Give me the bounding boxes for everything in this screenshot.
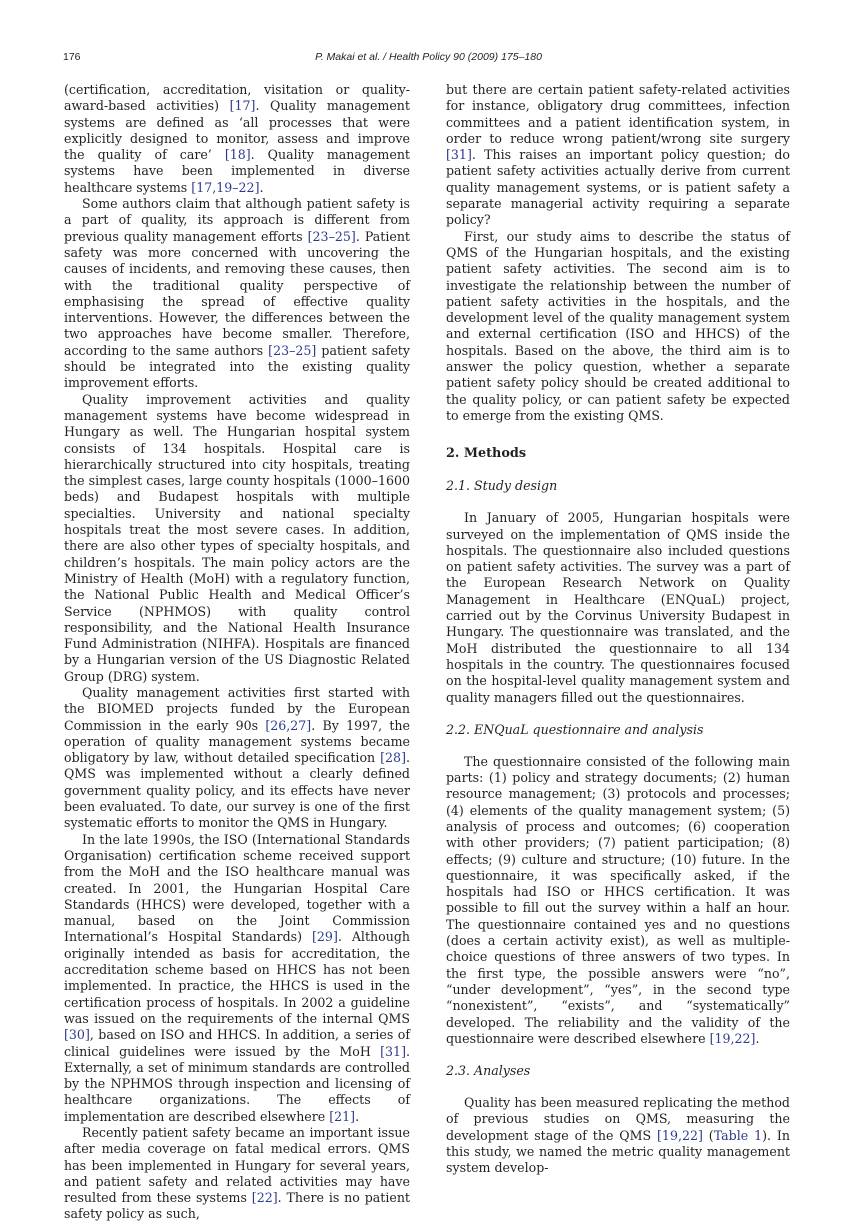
- citation-link[interactable]: [19,22]: [709, 1030, 756, 1046]
- text: . Externally, a set of minimum standards are controlled by the NPHMOS through inspection and licensing of healthcare organizations. The effects of implementation are described elsewhere: [64, 1043, 410, 1124]
- citation-link[interactable]: [23–25]: [268, 342, 317, 358]
- text: . Quality management systems are defined as ‘all processes that were explicitly designed to monitor, assess and improve the quality of care’: [64, 98, 410, 163]
- citation-link[interactable]: [29]: [312, 929, 338, 945]
- citation-link[interactable]: [22]: [251, 1190, 278, 1206]
- journal-citation: P. Makai et al. / Health Policy 90 (2009) 175–180: [315, 51, 542, 63]
- text: In the late 1990s, the ISO (International Standards Organisation) certification scheme received support from the MoH and the ISO healthcare manual was created. In 2001, the Hungarian Hospital Care Standards (HHCS) were developed, together with a manual, based on the Joint Commission International’s Hospital Standards): [64, 831, 410, 945]
- citation-link[interactable]: [23–25]: [307, 228, 356, 244]
- paragraph: [64, 1125, 410, 1223]
- text: but there are certain patient safety-related activities for instance, obligatory drug committees, infection committees and a patient identification system, in order to reduce wrong patient/wrong site surgery: [446, 82, 790, 146]
- text: (: [702, 1127, 714, 1143]
- citation-link[interactable]: [30]: [64, 1027, 90, 1043]
- text: The questionnaire consisted of the following main parts: (1) policy and strategy documents; (2) human resource management; (3) protocols and processes; (4) elements of the quality management system; (5) analysis of process and outcomes; (6) cooperation with other providers; (7) patient participation; (8) effects; (9) culture and structure; (10) future. In the questionnaire, it was specifically asked, if the hospitals had ISO or HHCS certification. It was possible to fill out the survey within a half an hour. The questionnaire contained yes and no questions (does a certain activity exist), as well as multiple-choice questions of three answers of two types. In the first type, the possible answers were “no”, “under development”, “yes”, in the second type “nonexistent”, “exists”, and “systematically” developed. The reliability and the validity of the questionnaire were described elsewhere: [446, 753, 790, 1046]
- subsection-heading-questionnaire: 2.2. ENQuaL questionnaire and analysis: [446, 721, 704, 737]
- paragraph: [446, 510, 790, 706]
- page-number: 176: [63, 51, 81, 63]
- text: In January of 2005, Hungarian hospitals were surveyed on the implementation of QMS inside the hospitals. The questionnaire also included questions on patient safety activities. The survey was a part of the European Research Network on Quality Management in Healthcare (ENQuaL) project, carried out by the Corvinus University Budapest in Hungary. The questionnaire was translated, and the MoH distributed the questionnaire to all 134 hospitals in the country. The questionnaires focused on the hospital-level quality management system and quality managers filled out the questionnaires.: [446, 510, 790, 705]
- subsection-heading-study-design: 2.1. Study design: [446, 478, 558, 494]
- text: . QMS was implemented without a clearly defined government quality policy, and its effects have never been evaluated. To date, our survey is one of the first systematic efforts to monitor the QMS in Hungary.: [64, 750, 410, 831]
- text: .: [259, 179, 264, 195]
- paragraph: [64, 685, 410, 832]
- paragraph: [64, 82, 410, 196]
- citation-link[interactable]: [17,19–22]: [191, 179, 260, 195]
- citation-link[interactable]: [17]: [229, 98, 256, 114]
- citation-link[interactable]: [19,22]: [657, 1127, 703, 1143]
- text: , based on ISO and HHCS. In addition, a series of clinical guidelines were issued by the MoH: [64, 1027, 410, 1059]
- citation-link[interactable]: [26,27]: [265, 717, 312, 733]
- paragraph: [446, 754, 790, 1047]
- citation-link[interactable]: [28]: [380, 750, 406, 766]
- text: . Quality management systems have been implemented in diverse healthcare systems: [64, 147, 410, 195]
- text: First, our study aims to describe the status of QMS of the Hungarian hospitals, and the existing patient safety activities. The second aim is to investigate the relationship between the number of patient safety activities in the hospitals, and the development level of the quality management system and external certification (ISO and HHCS) of the hospitals. Based on the above, the third aim is to answer the policy question, whether a separate patient safety policy should be created additional to the quality policy, or can patient safety be expected to emerge from the existing QMS.: [446, 228, 790, 423]
- text: ). In this study, we named the metric quality management system develop-: [446, 1127, 790, 1176]
- text: .: [355, 1108, 360, 1124]
- text: Quality has been measured replicating the method of previous studies on QMS, measuring the development stage of the QMS: [446, 1095, 790, 1143]
- paragraph: [446, 1095, 790, 1176]
- citation-link[interactable]: [18]: [224, 147, 251, 163]
- text: . This raises an important policy question; do patient safety activities actually derive from current quality management systems, or is patient safety a separate managerial activity requiring a separate policy?: [446, 147, 790, 228]
- text: Recently patient safety became an important issue after media coverage on fatal medical errors. QMS has been implemented in Hungary for several years, and patient safety and related activities may have resulted from these systems: [64, 1125, 410, 1206]
- citation-link[interactable]: [31]: [380, 1043, 406, 1059]
- paragraph: [64, 392, 410, 685]
- text: . By 1997, the operation of quality management systems became obligatory by law, without detailed specification: [64, 717, 410, 766]
- right-column: [446, 82, 790, 1177]
- text: Quality improvement activities and quality management systems have become widespread in Hungary as well. The Hungarian hospital system consists of 134 hospitals. Hospital care is hierarchically structured into city hospitals, treating the simplest cases, large county hospitals (1000–1600 beds) and Budapest hospitals with multiple specialties. University and national specialty hospitals treat the most severe cases. In addition, there are also other types of specialty hospitals, and children’s hospitals. The main policy actors are the Ministry of Health (MoH) with a regulatory function, the National Public Health and Medical Officer’s Service (NPHMOS) with quality control responsibility, and the National Health Insurance Fund Administration (NIHFA). Hospitals are financed by a Hungarian version of the US Diagnostic Related Group (DRG) system.: [64, 391, 410, 684]
- section-heading-methods: 2. Methods: [446, 446, 527, 462]
- text: (certification, accreditation, visitation or quality-award-based activities): [64, 82, 410, 114]
- text: . Although originally intended as basis for accreditation, the accreditation scheme based on HHCS has not been implemented. In practice, the HHCS is used in the certification process of hospitals. In 2002 a guideline was issued on the requirements of the internal QMS: [64, 929, 410, 1026]
- running-head: [63, 51, 794, 65]
- text: . Patient safety was more concerned with uncovering the causes of incidents, and removing these causes, then with the traditional quality perspective of emphasising the spread of effective quality interventions. However, the differences between the two approaches have become smaller. Therefore, according to the same authors: [64, 228, 410, 358]
- table-link[interactable]: Table 1: [713, 1127, 763, 1143]
- text: Some authors claim that although patient safety is a part of quality, its approach is different from previous quality management efforts: [64, 196, 410, 244]
- paragraph: [446, 229, 790, 425]
- paragraph: [64, 832, 410, 1125]
- subsection-heading-analyses: 2.3. Analyses: [446, 1063, 531, 1079]
- paragraph: [64, 196, 410, 392]
- text: patient safety should be integrated into the existing quality improvement efforts.: [64, 342, 410, 391]
- paragraph: [446, 82, 790, 229]
- text: . There is no patient safety policy as such,: [64, 1190, 410, 1222]
- left-column: [64, 82, 410, 1223]
- text: .: [755, 1030, 760, 1046]
- text: Quality management activities first started with the BIOMED projects funded by the European Commission in the early 90s: [64, 684, 410, 733]
- citation-link[interactable]: [21]: [329, 1108, 356, 1124]
- citation-link[interactable]: [31]: [446, 147, 472, 163]
